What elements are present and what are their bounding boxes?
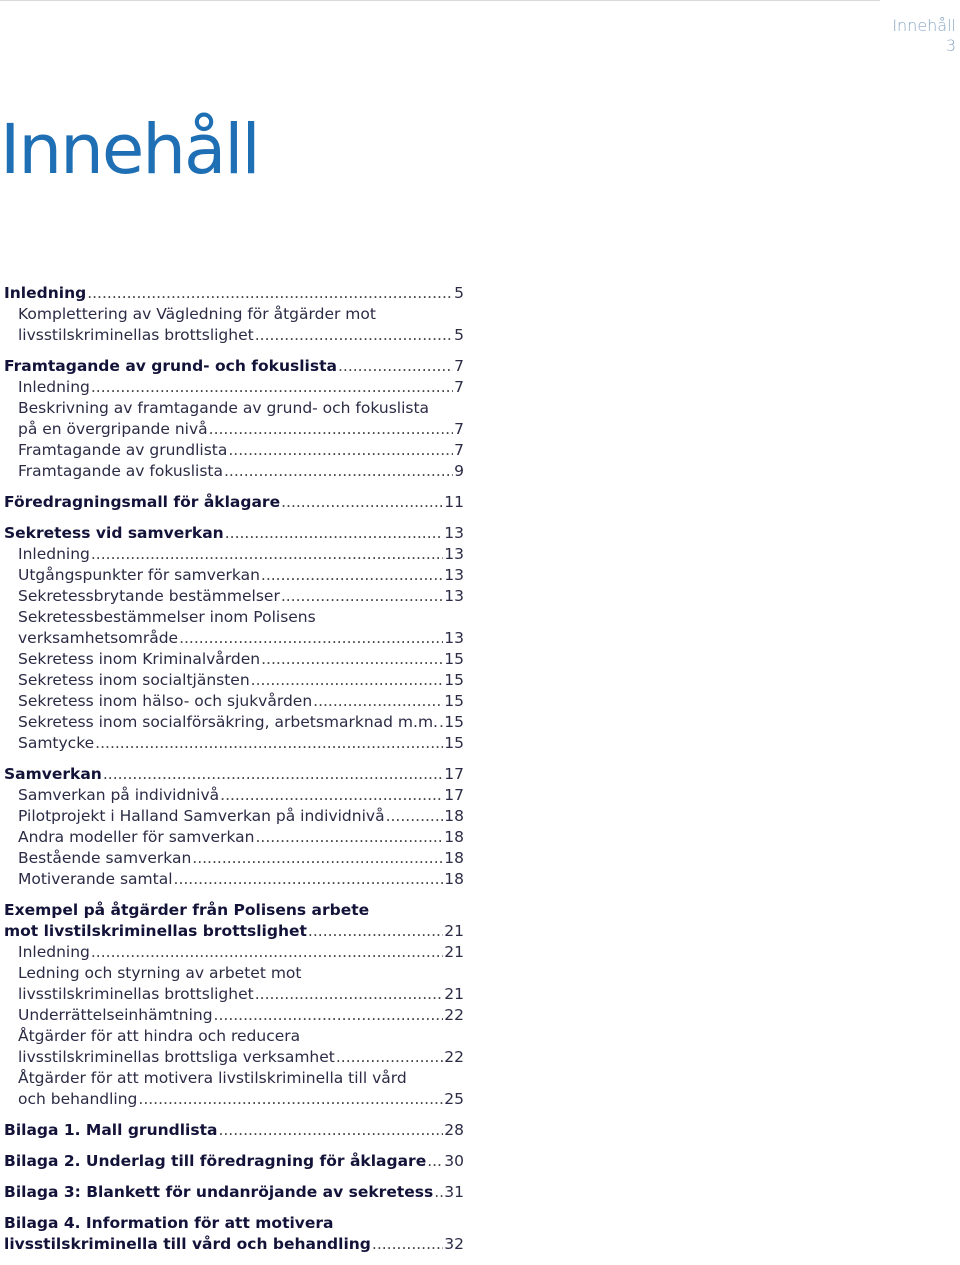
toc-entry-text: livsstilskriminella till vård och behandling bbox=[4, 1235, 371, 1253]
toc-subentry[interactable] bbox=[4, 712, 464, 733]
toc-entry-text: verksamhetsområde bbox=[18, 629, 179, 647]
dot-leader bbox=[313, 691, 443, 712]
toc-entry-text: Utgångspunkter för samverkan bbox=[18, 566, 260, 584]
toc-entry-text: Föredragningsmall för åklagare bbox=[4, 493, 281, 511]
toc-page-number: 17 bbox=[444, 786, 464, 804]
toc-entry-text: Bilaga 1. Mall grundlista bbox=[4, 1121, 218, 1139]
dot-leader bbox=[220, 785, 443, 806]
toc-entry-text: Bilaga 4. Information för att motivera bbox=[4, 1214, 334, 1232]
dot-leader bbox=[192, 848, 443, 869]
toc-subentry[interactable] bbox=[4, 848, 464, 869]
toc-entry-text: livsstilskriminellas brottsliga verksamhet bbox=[18, 1048, 335, 1066]
dot-leader bbox=[91, 544, 443, 565]
dot-leader bbox=[91, 377, 453, 398]
dot-leader bbox=[103, 764, 443, 785]
dot-leader bbox=[308, 921, 443, 942]
toc-chapter-entry[interactable] bbox=[4, 1120, 464, 1141]
toc-entry-text: Motiverande samtal bbox=[18, 870, 173, 888]
toc-page-number: 18 bbox=[444, 807, 464, 825]
dot-leader bbox=[255, 984, 444, 1005]
toc-subentry[interactable] bbox=[4, 398, 464, 440]
toc-entry-line bbox=[18, 325, 464, 346]
toc-entry-line bbox=[18, 691, 464, 712]
toc-subentry[interactable] bbox=[4, 565, 464, 586]
toc-entry-text: Bestående samverkan bbox=[18, 849, 192, 867]
toc-subentry[interactable] bbox=[4, 607, 464, 649]
toc-entry-text: Inledning bbox=[18, 545, 90, 563]
toc-entry-line bbox=[18, 1089, 464, 1110]
toc-entry-text: Åtgärder för att hindra och reducera bbox=[18, 1027, 301, 1045]
toc-entry-text: Beskrivning av framtagande av grund- och fokuslista bbox=[18, 399, 430, 417]
toc-entry-text: Inledning bbox=[18, 943, 90, 961]
toc-subentry[interactable] bbox=[4, 806, 464, 827]
toc-entry-text: Bilaga 2. Underlag till föredragning för åklagare bbox=[4, 1152, 427, 1170]
dot-leader bbox=[386, 806, 444, 827]
toc-section bbox=[4, 356, 464, 482]
toc-entry-line bbox=[4, 1234, 464, 1255]
toc-entry-text: Sekretess inom socialtjänsten bbox=[18, 671, 250, 689]
toc-subentry[interactable] bbox=[4, 785, 464, 806]
dot-leader bbox=[261, 565, 443, 586]
toc-entry-text: Andra modeller för samverkan bbox=[18, 828, 255, 846]
toc-entry-text: Sekretess vid samverkan bbox=[4, 524, 224, 542]
toc-chapter-entry[interactable] bbox=[4, 1213, 464, 1255]
toc-subentry[interactable] bbox=[4, 670, 464, 691]
toc-entry-line bbox=[18, 848, 464, 869]
toc-entry-text: Sekretessbrytande bestämmelser bbox=[18, 587, 280, 605]
toc-entry-line bbox=[18, 1005, 464, 1026]
dot-leader bbox=[218, 1120, 443, 1141]
dot-leader bbox=[251, 670, 444, 691]
toc-page-number: 21 bbox=[444, 943, 464, 961]
toc-page-number: 22 bbox=[444, 1006, 464, 1024]
dot-leader bbox=[228, 440, 453, 461]
toc-page-number: 7 bbox=[454, 378, 464, 396]
page-number: 3 bbox=[945, 36, 956, 55]
toc-entry-line bbox=[18, 419, 464, 440]
toc-subentry[interactable] bbox=[4, 691, 464, 712]
dot-leader bbox=[427, 1151, 443, 1172]
dot-leader bbox=[255, 325, 453, 346]
dot-leader bbox=[224, 461, 453, 482]
running-head-section: Innehåll bbox=[892, 16, 956, 35]
toc-chapter-entry[interactable] bbox=[4, 1151, 464, 1172]
toc-entry-text: Sekretess inom Kriminalvården bbox=[18, 650, 261, 668]
toc-entry-line bbox=[18, 869, 464, 890]
toc-entry-line bbox=[18, 649, 464, 670]
toc-entry-text: Åtgärder för att motivera livstilskriminella till vård bbox=[18, 1069, 407, 1087]
toc-entry-text: Komplettering av Vägledning för åtgärder mot bbox=[18, 305, 376, 323]
table-of-contents bbox=[4, 283, 464, 1265]
dot-leader bbox=[281, 492, 443, 513]
toc-entry-text: Bilaga 3: Blankett för undanröjande av sekretess bbox=[4, 1183, 434, 1201]
toc-entry-text: Sekretessbestämmelser inom Polisens bbox=[18, 608, 316, 626]
toc-entry-line bbox=[18, 565, 464, 586]
toc-page-number: 28 bbox=[444, 1121, 464, 1139]
dot-leader bbox=[261, 649, 443, 670]
toc-entry-line bbox=[18, 785, 464, 806]
toc-entry-line bbox=[18, 733, 464, 754]
toc-section bbox=[4, 1120, 464, 1141]
dot-leader bbox=[372, 1234, 443, 1255]
toc-entry-line bbox=[18, 586, 464, 607]
toc-subentry[interactable] bbox=[4, 440, 464, 461]
toc-subentry[interactable] bbox=[4, 827, 464, 848]
toc-chapter-entry[interactable] bbox=[4, 356, 464, 377]
toc-subentry[interactable] bbox=[4, 1005, 464, 1026]
toc-chapter-entry[interactable] bbox=[4, 900, 464, 942]
dot-leader bbox=[209, 419, 453, 440]
toc-subentry[interactable] bbox=[4, 304, 464, 346]
toc-page-number: 17 bbox=[444, 765, 464, 783]
toc-section bbox=[4, 1151, 464, 1172]
toc-entry-text: Sekretess inom hälso- och sjukvården bbox=[18, 692, 313, 710]
toc-entry-text: Pilotprojekt i Halland Samverkan på individnivå bbox=[18, 807, 385, 825]
toc-entry-line bbox=[4, 523, 464, 544]
toc-entry-text: och behandling bbox=[18, 1090, 138, 1108]
toc-entry-line bbox=[18, 1047, 464, 1068]
toc-page-number: 25 bbox=[444, 1090, 464, 1108]
toc-entry-text: Samverkan på individnivå bbox=[18, 786, 220, 804]
dot-leader bbox=[87, 283, 453, 304]
toc-chapter-entry[interactable] bbox=[4, 764, 464, 785]
toc-chapter-entry[interactable] bbox=[4, 283, 464, 304]
dot-leader bbox=[174, 869, 444, 890]
toc-page-number: 15 bbox=[444, 671, 464, 689]
toc-subentry[interactable] bbox=[4, 461, 464, 482]
toc-page-number: 13 bbox=[444, 566, 464, 584]
toc-page-number: 18 bbox=[444, 828, 464, 846]
toc-page-number: 15 bbox=[444, 734, 464, 752]
toc-page-number: 13 bbox=[444, 524, 464, 542]
toc-section bbox=[4, 1182, 464, 1203]
dot-leader bbox=[138, 1089, 443, 1110]
top-rule bbox=[0, 0, 880, 1]
toc-entry-line bbox=[4, 492, 464, 513]
toc-page-number: 9 bbox=[454, 462, 464, 480]
dot-leader bbox=[225, 523, 444, 544]
toc-entry-line bbox=[4, 356, 464, 377]
toc-entry-line bbox=[18, 712, 464, 733]
toc-page-number: 15 bbox=[444, 650, 464, 668]
toc-page-number: 30 bbox=[444, 1152, 464, 1170]
toc-subentry[interactable] bbox=[4, 963, 464, 1005]
toc-subentry[interactable] bbox=[4, 1026, 464, 1068]
toc-page-number: 32 bbox=[444, 1235, 464, 1253]
toc-entry-text: Framtagande av fokuslista bbox=[18, 462, 223, 480]
toc-entry-line bbox=[18, 440, 464, 461]
dot-leader bbox=[179, 628, 443, 649]
dot-leader bbox=[434, 1182, 443, 1203]
dot-leader bbox=[281, 586, 443, 607]
toc-entry-line bbox=[18, 544, 464, 565]
toc-page-number: 7 bbox=[454, 420, 464, 438]
dot-leader bbox=[256, 827, 444, 848]
toc-entry-line bbox=[18, 984, 464, 1005]
toc-entry-text: på en övergripande nivå bbox=[18, 420, 208, 438]
toc-section bbox=[4, 283, 464, 346]
toc-subentry[interactable] bbox=[4, 544, 464, 565]
toc-entry-text: Framtagande av grundlista bbox=[18, 441, 228, 459]
toc-entry-text: Framtagande av grund- och fokuslista bbox=[4, 357, 337, 375]
page-title: Innehåll bbox=[0, 110, 259, 190]
toc-page-number: 21 bbox=[444, 985, 464, 1003]
toc-section bbox=[4, 523, 464, 754]
dot-leader bbox=[214, 1005, 444, 1026]
toc-entry-line bbox=[18, 461, 464, 482]
toc-entry-text: Inledning bbox=[18, 378, 90, 396]
toc-entry-text: Exempel på åtgärder från Polisens arbete bbox=[4, 901, 370, 919]
toc-entry-line bbox=[18, 827, 464, 848]
toc-section bbox=[4, 900, 464, 1110]
toc-entry-line bbox=[4, 764, 464, 785]
toc-page-number: 13 bbox=[444, 587, 464, 605]
toc-entry-line bbox=[4, 1182, 464, 1203]
toc-subentry[interactable] bbox=[4, 1068, 464, 1110]
toc-page-number: 7 bbox=[454, 357, 464, 375]
toc-entry-line bbox=[4, 1151, 464, 1172]
toc-chapter-entry[interactable] bbox=[4, 523, 464, 544]
toc-entry-text: Ledning och styrning av arbetet mot bbox=[18, 964, 302, 982]
toc-page-number: 11 bbox=[444, 493, 464, 511]
toc-entry-line bbox=[4, 921, 464, 942]
dot-leader bbox=[338, 356, 453, 377]
toc-page-number: 15 bbox=[444, 713, 464, 731]
toc-section bbox=[4, 492, 464, 513]
toc-page-number: 5 bbox=[454, 326, 464, 344]
dot-leader bbox=[336, 1047, 443, 1068]
toc-entry-line bbox=[18, 377, 464, 398]
toc-entry-text: Samverkan bbox=[4, 765, 102, 783]
toc-subentry[interactable] bbox=[4, 377, 464, 398]
dot-leader bbox=[439, 712, 443, 733]
toc-chapter-entry[interactable] bbox=[4, 1182, 464, 1203]
toc-page-number: 7 bbox=[454, 441, 464, 459]
toc-entry-line bbox=[18, 942, 464, 963]
toc-page-number: 18 bbox=[444, 870, 464, 888]
toc-page-number: 31 bbox=[444, 1183, 464, 1201]
toc-section bbox=[4, 1213, 464, 1255]
toc-entry-text: Sekretess inom socialförsäkring, arbetsmarknad m.m. bbox=[18, 713, 438, 731]
toc-entry-line bbox=[18, 670, 464, 691]
toc-page-number: 22 bbox=[444, 1048, 464, 1066]
toc-entry-line bbox=[4, 1120, 464, 1141]
toc-subentry[interactable] bbox=[4, 942, 464, 963]
toc-chapter-entry[interactable] bbox=[4, 492, 464, 513]
toc-entry-text: mot livstilskriminellas brottslighet bbox=[4, 922, 307, 940]
toc-entry-line bbox=[18, 628, 464, 649]
toc-subentry[interactable] bbox=[4, 586, 464, 607]
toc-page-number: 18 bbox=[444, 849, 464, 867]
toc-entry-text: livsstilskriminellas brottslighet bbox=[18, 326, 254, 344]
toc-subentry[interactable] bbox=[4, 649, 464, 670]
toc-page-number: 13 bbox=[444, 545, 464, 563]
toc-page-number: 13 bbox=[444, 629, 464, 647]
toc-subentry[interactable] bbox=[4, 733, 464, 754]
toc-entry-text: Samtycke bbox=[18, 734, 95, 752]
running-head bbox=[892, 16, 956, 56]
toc-entry-text: Inledning bbox=[4, 284, 87, 302]
dot-leader bbox=[91, 942, 443, 963]
toc-page-number: 5 bbox=[454, 284, 464, 302]
toc-subentry[interactable] bbox=[4, 869, 464, 890]
dot-leader bbox=[95, 733, 443, 754]
toc-entry-line bbox=[4, 283, 464, 304]
toc-page-number: 21 bbox=[444, 922, 464, 940]
toc-entry-text: Underrättelseinhämtning bbox=[18, 1006, 213, 1024]
toc-entry-text: livsstilskriminellas brottslighet bbox=[18, 985, 254, 1003]
toc-section bbox=[4, 764, 464, 890]
toc-entry-line bbox=[18, 806, 464, 827]
toc-page-number: 15 bbox=[444, 692, 464, 710]
